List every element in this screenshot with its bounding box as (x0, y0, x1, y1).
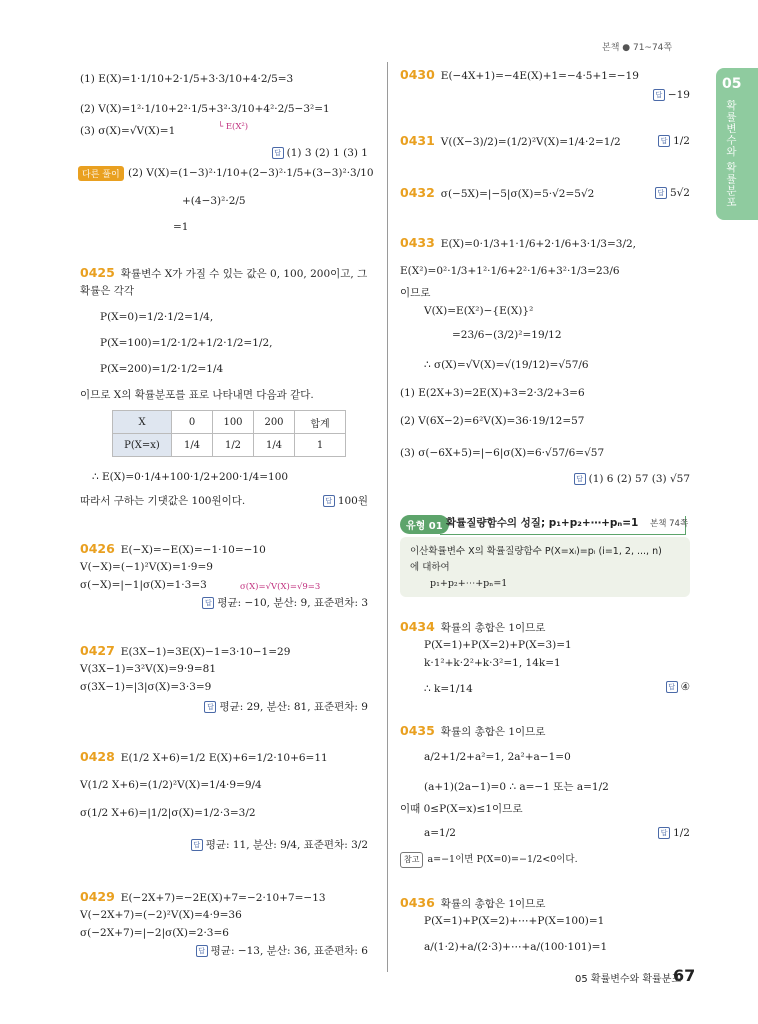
answer: 답 100원 (300, 494, 368, 508)
answer: 답 1/2 (640, 826, 690, 840)
solution-line: P(X=1)+P(X=2)+⋯+P(X=100)=1 (424, 915, 605, 927)
solution-line: (2) V(X)=(1−3)²·1/10+(2−3)²·1/5+(3−3)²·3/10 (128, 167, 374, 179)
box-line: 이산확률변수 X의 확률질량함수 P(X=xᵢ)=pᵢ (i=1, 2, ..., n) (410, 546, 662, 557)
type-ref: 본책 74쪽 (650, 519, 689, 529)
solution-line: (3) σ(X)=√V(X)=1 (80, 125, 176, 137)
solution-line: V(1/2 X+6)=(1/2)²V(X)=1/4·9=9/4 (80, 779, 262, 791)
footer-chapter: 05 확률변수와 확률분포 (575, 974, 682, 985)
problem-0430: 0430 E(−4X+1)=−4E(X)+1=−4·5+1=−19 (400, 67, 639, 82)
table-row (113, 411, 346, 434)
problem-0434: 0434 확률의 총합은 1이므로 (400, 619, 546, 634)
column-divider (387, 62, 388, 972)
chapter-tab-number: 05 (722, 76, 742, 92)
answer-icon: 답 (191, 839, 203, 851)
answer-icon: 답 (574, 473, 586, 485)
solution-line: ∴ E(X)=0·1/4+100·1/2+200·1/4=100 (92, 471, 289, 483)
answer: 답 1/2 (620, 134, 690, 148)
problem-0429: 0429 E(−2X+7)=−2E(X)+7=−2·10+7=−13 (80, 889, 326, 904)
problem-0436: 0436 확률의 총합은 1이므로 (400, 895, 546, 910)
problem-0426: 0426 E(−X)=−E(X)=−1·10=−10 (80, 541, 266, 556)
alt-solution-badge: 다른 풀이 (78, 166, 124, 181)
solution-line: 확률은 각각 (80, 285, 135, 297)
solution-line: P(X=200)=1/2·1/2=1/4 (100, 363, 224, 375)
solution-line: P(X=100)=1/2·1/2+1/2·1/2=1/2, (100, 337, 273, 349)
problem-number: 0432 (400, 185, 435, 200)
annotation-note: σ(X)=√V(X)=√9=3 (240, 582, 321, 592)
table-cell: 1/2 (213, 434, 254, 457)
answer: 답 평균: 11, 분산: 9/4, 표준편차: 3/2 (150, 838, 368, 852)
chapter-tab-title: 확률변수와 확률분포 (725, 100, 737, 208)
problem-number: 0428 (80, 749, 115, 764)
solution-line: σ(−X)=|−1|σ(X)=1·3=3 (80, 579, 207, 591)
answer: 답 (1) 6 (2) 57 (3) √57 (540, 472, 690, 486)
type-badge: 유형 01 (400, 515, 449, 534)
answer-icon: 답 (323, 495, 335, 507)
solution-line: σ(−2X+7)=|−2|σ(X)=2·3=6 (80, 927, 229, 939)
solution-line: V(3X−1)=3²V(X)=9·9=81 (80, 663, 217, 675)
annotation-note: └ E(X²) (218, 122, 249, 132)
page-number: 67 (673, 966, 696, 985)
solution-line: ∴ σ(X)=√V(X)=√(19/12)=√57/6 (424, 359, 589, 371)
solution-line: (1) E(2X+3)=2E(X)+3=2·3/2+3=6 (400, 387, 585, 399)
type-title: 확률질량함수의 성질; p₁+p₂+⋯+pₙ=1 (446, 517, 639, 529)
probability-distribution-table (112, 410, 346, 457)
solution-line: =23/6−(3/2)²=19/12 (452, 329, 562, 341)
problem-number: 0425 (80, 265, 115, 280)
table-cell: 1/4 (172, 434, 213, 457)
solution-line: 이므로 (400, 287, 431, 299)
solution-line: P(X=1)+P(X=2)+P(X=3)=1 (424, 639, 572, 651)
solution-line: 이므로 X의 확률분포를 표로 나타내면 다음과 같다. (80, 389, 314, 401)
solution-line: E(X²)=0²·1/3+1²·1/6+2²·1/6+3²·1/3=23/6 (400, 265, 620, 277)
answer-icon: 답 (658, 135, 670, 147)
solution-line: σ(3X−1)=|3|σ(X)=3·3=9 (80, 681, 212, 693)
table-cell: 0 (172, 411, 213, 434)
page-ref: 본책 ● 71~74쪽 (602, 43, 673, 53)
problem-number: 0434 (400, 619, 435, 634)
solution-line: a=1/2 (424, 827, 456, 839)
answer-icon: 답 (202, 597, 214, 609)
problem-0431: 0431 V((X−3)/2)=(1/2)²V(X)=1/4·2=1/2 (400, 133, 621, 148)
solution-line: =1 (173, 221, 189, 233)
answer: 답 평균: −10, 분산: 9, 표준편차: 3 (180, 596, 368, 610)
problem-0427: 0427 E(3X−1)=3E(X)−1=3·10−1=29 (80, 643, 291, 658)
solution-line: (a+1)(2a−1)=0 ∴ a=−1 또는 a=1/2 (424, 781, 609, 793)
answer: 답 평균: 29, 분산: 81, 표준편차: 9 (180, 700, 368, 714)
solution-line: (3) σ(−6X+5)=|−6|σ(X)=6·√57/6=√57 (400, 447, 605, 459)
box-line: p₁+p₂+⋯+pₙ=1 (430, 578, 508, 589)
table-row (113, 434, 346, 457)
reference-note: 참고 a=−1이면 P(X=0)=−1/2<0이다. (400, 852, 578, 868)
problem-number: 0436 (400, 895, 435, 910)
solution-line: 따라서 구하는 기댓값은 100원이다. (80, 495, 246, 507)
problem-number: 0435 (400, 723, 435, 738)
problem-number: 0431 (400, 133, 435, 148)
solution-line: V(−2X+7)=(−2)²V(X)=4·9=36 (80, 909, 242, 921)
problem-0432: 0432 σ(−5X)=|−5|σ(X)=5·√2=5√2 (400, 185, 595, 200)
answer: 답 (1) 3 (2) 1 (3) 1 (270, 146, 368, 160)
answer-icon: 답 (196, 945, 208, 957)
solution-line: +(4−3)²·2/5 (182, 195, 246, 207)
solution-line: k·1²+k·2²+k·3²=1, 14k=1 (424, 657, 561, 669)
table-cell: 200 (254, 411, 295, 434)
solution-line: 이때 0≤P(X=x)≤1이므로 (400, 803, 523, 815)
problem-0435: 0435 확률의 총합은 1이므로 (400, 723, 546, 738)
note-badge: 참고 (400, 852, 423, 868)
answer-icon: 답 (272, 147, 284, 159)
solution-line: (2) V(X)=1²·1/10+2²·1/5+3²·3/10+4²·2/5−3²=1 (80, 103, 330, 115)
answer-icon: 답 (653, 89, 665, 101)
solution-line: (2) V(6X−2)=6²V(X)=36·19/12=57 (400, 415, 585, 427)
answer-icon: 답 (655, 187, 667, 199)
problem-0428: 0428 E(1/2 X+6)=1/2 E(X)+6=1/2·10+6=11 (80, 749, 328, 764)
solution-line: σ(1/2 X+6)=|1/2|σ(X)=1/2·3=3/2 (80, 807, 256, 819)
problem-number: 0426 (80, 541, 115, 556)
box-line: 에 대하여 (410, 562, 450, 573)
table-header-cell: P(X=x) (113, 434, 172, 457)
solution-line: ∴ k=1/14 (424, 683, 473, 695)
problem-number: 0427 (80, 643, 115, 658)
table-cell: 합계 (295, 411, 346, 434)
table-cell: 100 (213, 411, 254, 434)
table-header-cell: X (113, 411, 172, 434)
table-cell: 1/4 (254, 434, 295, 457)
problem-number: 0433 (400, 235, 435, 250)
solution-line: V(−X)=(−1)²V(X)=1·9=9 (80, 561, 213, 573)
answer: 답 ④ (640, 680, 690, 694)
problem-0425: 0425 확률변수 X가 가질 수 있는 값은 0, 100, 200이고, 그 (80, 265, 368, 280)
problem-number: 0430 (400, 67, 435, 82)
answer-icon: 답 (658, 827, 670, 839)
solution-line: a/2+1/2+a²=1, 2a²+a−1=0 (424, 751, 571, 763)
solution-line: P(X=0)=1/2·1/2=1/4, (100, 311, 214, 323)
solution-line: a/(1·2)+a/(2·3)+⋯+a/(100·101)=1 (424, 941, 608, 953)
problem-0433: 0433 E(X)=0·1/3+1·1/6+2·1/6+3·1/3=3/2, (400, 235, 637, 250)
solution-line: (1) E(X)=1·1/10+2·1/5+3·3/10+4·2/5=3 (80, 73, 294, 85)
solution-line: V(X)=E(X²)−{E(X)}² (424, 305, 534, 317)
answer-icon: 답 (204, 701, 216, 713)
answer: 답 5√2 (620, 186, 690, 200)
table-cell: 1 (295, 434, 346, 457)
answer-icon: 답 (666, 681, 678, 693)
problem-number: 0429 (80, 889, 115, 904)
answer: 답 −19 (620, 88, 690, 102)
answer: 답 평균: −13, 분산: 36, 표준편차: 6 (180, 944, 368, 958)
